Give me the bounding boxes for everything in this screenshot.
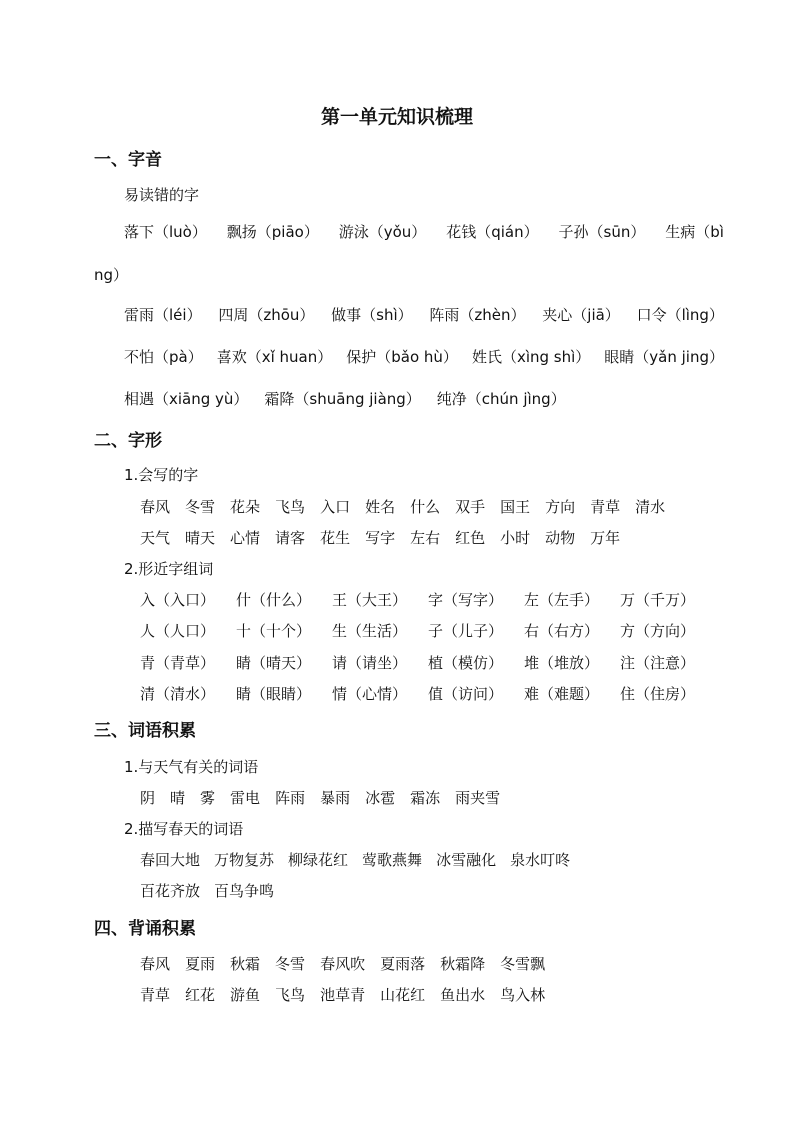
word-item: 左右 — [410, 529, 441, 547]
grid-cell: 青（青草） — [140, 654, 216, 672]
word-row — [140, 880, 288, 902]
grid-cell: 情（心情） — [332, 685, 408, 703]
grid-cell: 生（生活） — [332, 622, 408, 640]
grid-cell: 请（请坐） — [332, 654, 408, 672]
word-row — [140, 953, 560, 975]
word-item: 柳绿花红 — [288, 851, 349, 869]
grid-cell: 左（左手） — [524, 591, 600, 609]
word-item: 晴天 — [185, 529, 216, 547]
grid-cell: 什（什么） — [236, 591, 312, 609]
word-item: 暴雨 — [320, 789, 351, 807]
word-row — [140, 496, 680, 518]
pinyin-item: 四周（zhōu） — [218, 306, 315, 324]
pinyin-item: 口令（lìng） — [636, 306, 724, 324]
word-item: 阴 — [140, 789, 156, 807]
word-item: 什么 — [410, 498, 441, 516]
word-item: 冰雹 — [365, 789, 396, 807]
grid-cell: 睛（眼睛） — [236, 685, 312, 703]
page-title: 第一单元知识梳理 — [320, 106, 473, 128]
grid-cell: 字（写字） — [428, 591, 504, 609]
pinyin-item: 子孙（sūn） — [558, 223, 646, 241]
section-heading-character-form: 二、字形 — [94, 431, 162, 451]
pinyin-item: 阵雨（zhèn） — [429, 306, 526, 324]
word-item: 夏雨落 — [380, 955, 426, 973]
pinyin-item: 喜欢（xǐ huan） — [216, 348, 333, 366]
word-item: 万物复苏 — [214, 851, 275, 869]
grid-cell: 值（访问） — [428, 685, 504, 703]
word-item: 双手 — [455, 498, 486, 516]
pinyin-item: 眼睛（yǎn jing） — [604, 348, 724, 366]
subheading-spring-words: 2.描写春天的词语 — [124, 820, 244, 838]
word-item: 春风吹 — [320, 955, 366, 973]
word-item: 春回大地 — [140, 851, 201, 869]
word-row — [140, 849, 584, 871]
word-item: 花生 — [320, 529, 351, 547]
subheading-similar-characters: 2.形近字组词 — [124, 560, 214, 578]
pinyin-item: 纯净（chún jìng） — [436, 390, 566, 408]
similar-character-grid — [140, 589, 716, 611]
word-item: 冬雪 — [185, 498, 216, 516]
word-item: 池草青 — [320, 986, 366, 1004]
grid-cell: 堆（堆放） — [524, 654, 600, 672]
pinyin-row-2 — [124, 304, 724, 326]
word-item: 游鱼 — [230, 986, 261, 1004]
grid-cell: 植（模仿） — [428, 654, 504, 672]
grid-cell: 入（入口） — [140, 591, 216, 609]
subheading-weather-words: 1.与天气有关的词语 — [124, 758, 259, 776]
grid-cell: 人（人口） — [140, 622, 216, 640]
subheading-writable-characters: 1.会写的字 — [124, 466, 199, 484]
word-item: 清水 — [635, 498, 666, 516]
word-row — [140, 787, 515, 809]
section-heading-recitation: 四、背诵积累 — [94, 919, 196, 939]
pinyin-item: 霜降（shuāng jiàng） — [264, 390, 421, 408]
pinyin-item: 落下（luò） — [124, 223, 207, 241]
pinyin-item: 夹心（jiā） — [542, 306, 620, 324]
word-item: 雨夹雪 — [455, 789, 501, 807]
subheading-easy-misread: 易读错的字 — [124, 186, 200, 204]
similar-character-grid — [140, 683, 716, 705]
word-item: 国王 — [500, 498, 531, 516]
pinyin-item: 游泳（yǒu） — [338, 223, 427, 241]
word-item: 鱼出水 — [440, 986, 486, 1004]
word-item: 青草 — [140, 986, 171, 1004]
similar-character-grid — [140, 652, 716, 674]
grid-cell: 清（清水） — [140, 685, 216, 703]
word-item: 冬雪 — [275, 955, 306, 973]
grid-cell: 方（方向） — [620, 622, 696, 640]
grid-cell: 右（右方） — [524, 622, 600, 640]
word-item: 泉水叮咚 — [510, 851, 571, 869]
word-item: 百花齐放 — [140, 882, 201, 900]
word-item: 飞鸟 — [275, 498, 306, 516]
grid-cell: 王（大王） — [332, 591, 408, 609]
grid-cell: 住（住房） — [620, 685, 696, 703]
word-item: 入口 — [320, 498, 351, 516]
grid-cell: 十（十个） — [236, 622, 312, 640]
word-item: 动物 — [545, 529, 576, 547]
word-item: 红花 — [185, 986, 216, 1004]
word-item: 心情 — [230, 529, 261, 547]
word-item: 雷电 — [230, 789, 261, 807]
grid-cell: 注（注意） — [620, 654, 696, 672]
word-row — [140, 984, 560, 1006]
word-item: 夏雨 — [185, 955, 216, 973]
word-item: 阵雨 — [275, 789, 306, 807]
pinyin-item: 雷雨（léi） — [124, 306, 202, 324]
word-item: 小时 — [500, 529, 531, 547]
word-item: 花朵 — [230, 498, 261, 516]
word-row — [140, 527, 635, 549]
word-item: 青草 — [590, 498, 621, 516]
word-item: 秋霜 — [230, 955, 261, 973]
pinyin-item: 不怕（pà） — [124, 348, 203, 366]
word-item: 雾 — [200, 789, 216, 807]
grid-cell: 睛（晴天） — [236, 654, 312, 672]
word-item: 冰雪融化 — [436, 851, 497, 869]
pinyin-item: 姓氏（xìng shì） — [471, 348, 591, 366]
pinyin-item: 飘扬（piāo） — [226, 223, 319, 241]
word-item: 秋霜降 — [440, 955, 486, 973]
word-item: 写字 — [365, 529, 396, 547]
pinyin-item: 生病（bì — [665, 223, 724, 241]
grid-cell: 难（难题） — [524, 685, 600, 703]
word-item: 百鸟争鸣 — [214, 882, 275, 900]
word-item: 红色 — [455, 529, 486, 547]
pinyin-item: 相遇（xiāng yù） — [124, 390, 249, 408]
word-item: 春风 — [140, 498, 171, 516]
section-heading-vocabulary: 三、词语积累 — [94, 721, 196, 741]
word-item: 霜冻 — [410, 789, 441, 807]
word-item: 晴 — [170, 789, 186, 807]
word-item: 天气 — [140, 529, 171, 547]
word-item: 万年 — [590, 529, 621, 547]
pinyin-item: 保护（bǎo hù） — [346, 348, 458, 366]
pinyin-row-3 — [124, 346, 724, 368]
word-item: 莺歌燕舞 — [362, 851, 423, 869]
word-item: 山花红 — [380, 986, 426, 1004]
word-item: 飞鸟 — [275, 986, 306, 1004]
similar-character-grid — [140, 620, 716, 642]
word-item: 春风 — [140, 955, 171, 973]
pinyin-row-4 — [124, 388, 724, 410]
word-item: 冬雪飘 — [500, 955, 546, 973]
pinyin-row-1 — [124, 221, 724, 243]
word-item: 姓名 — [365, 498, 396, 516]
pinyin-item: 花钱（qián） — [446, 223, 539, 241]
pinyin-item: 做事（shì） — [331, 306, 413, 324]
grid-cell: 万（千万） — [620, 591, 696, 609]
word-item: 鸟入林 — [500, 986, 546, 1004]
grid-cell: 子（儿子） — [428, 622, 504, 640]
word-item: 方向 — [545, 498, 576, 516]
section-heading-pronunciation: 一、字音 — [94, 150, 162, 170]
pinyin-row-1-wrap: ng） — [94, 266, 129, 284]
word-item: 请客 — [275, 529, 306, 547]
